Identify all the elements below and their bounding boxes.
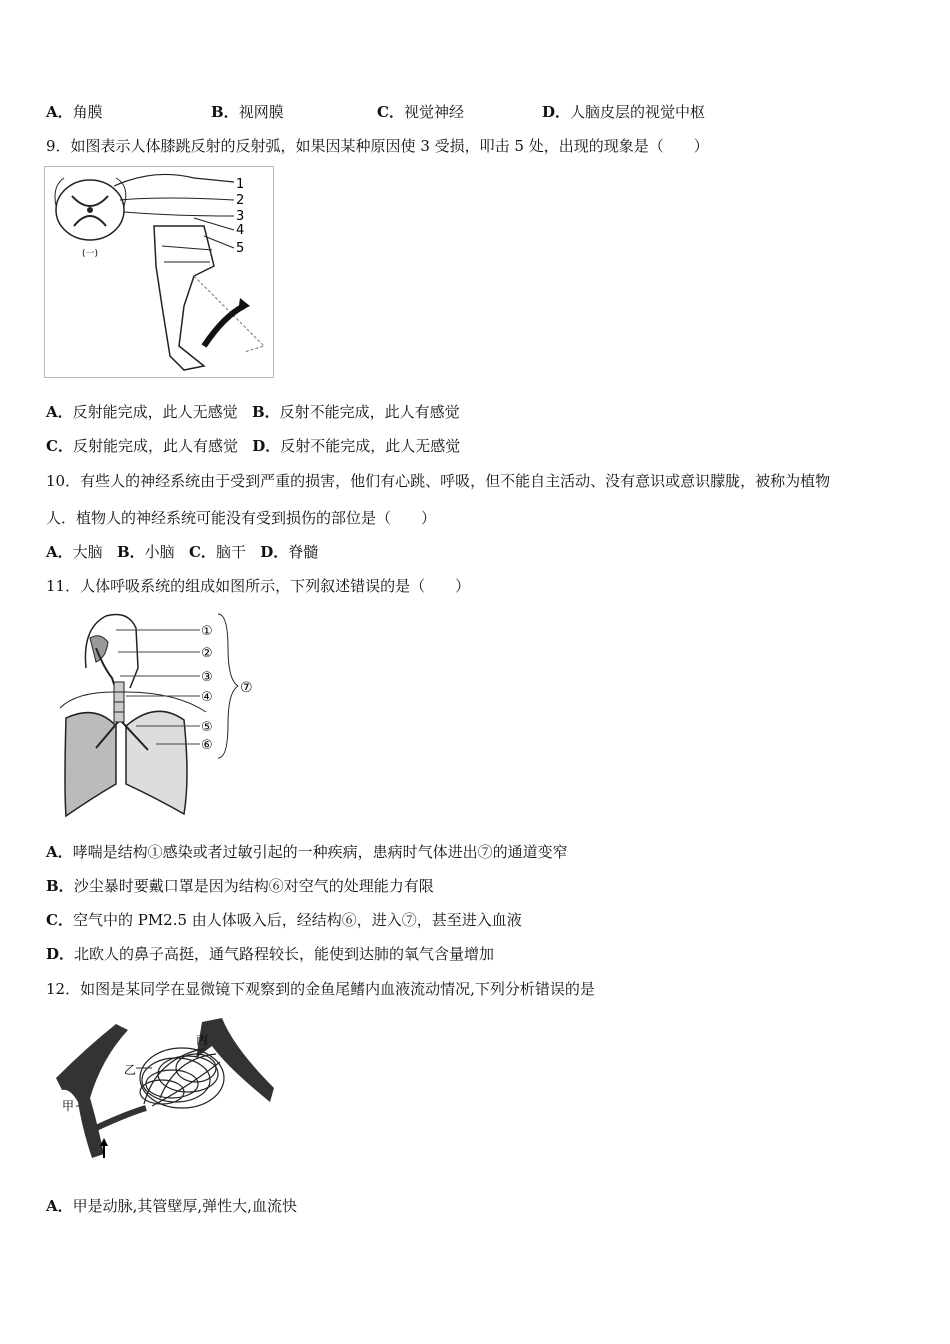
q11-label-1: ① (201, 624, 213, 639)
q11-option-d: D．北欧人的鼻子高挺，通气路程较长，能使到达肺的氧气含量增加 (46, 945, 495, 963)
q11-label-6: ⑥ (201, 738, 213, 753)
nerve-line-2 (120, 198, 234, 200)
q11-label-4: ④ (201, 690, 213, 705)
q11-option-a: A．哮喘是结构①感染或者过敏引起的一种疾病，患病时气体进出⑦的通道变窄 (46, 843, 568, 861)
left-lung (65, 713, 116, 816)
pharynx (96, 648, 116, 690)
q9-options-ab: A．反射能完成，此人无感觉 B．反射不能完成，此人有感觉 (46, 403, 460, 421)
vessel-jia (56, 1024, 128, 1158)
nerve-line-3 (124, 212, 234, 216)
right-lung (126, 711, 187, 814)
shoulder-line (60, 692, 206, 712)
q11-figure-svg (56, 608, 268, 822)
q9-label-3: 3 (236, 209, 245, 224)
q9-label-2: 2 (236, 193, 245, 208)
q12-label-yi: 乙 (124, 1063, 137, 1077)
q10-stem-line1: 10．有些人的神经系统由于受到严重的损害，他们有心跳、呼吸，但不能自主活动、没有意识或意识朦胧，被称为植物 (46, 472, 831, 490)
central-canal (87, 207, 93, 213)
q9-figure-svg (44, 166, 274, 378)
q10-options: A．大脑 B．小脑 C．脑干 D．脊髓 (46, 543, 319, 561)
q8-option-a: A．角膜 (46, 103, 103, 121)
q9-reflex-arc-figure (44, 166, 274, 378)
q9-label-5: 5 (236, 241, 245, 256)
q9-figure-caption: (一) (82, 249, 99, 259)
q8-option-c: C．视觉神经 (377, 103, 464, 121)
q10-stem-line2: 人．植物人的神经系统可能没有受到损伤的部位是（ ） (46, 509, 437, 527)
q8-option-b: B．视网膜 (211, 103, 284, 121)
q11-label-5: ⑤ (201, 720, 213, 735)
nasal-cavity (90, 636, 108, 662)
spinal-edges (55, 178, 126, 206)
q9-label-4: 4 (236, 223, 245, 238)
q12-label-jia: 甲 (62, 1099, 75, 1113)
q12-stem: 12．如图是某同学在显微镜下观察到的金鱼尾鳍内血液流动情况,下列分析错误的是 (46, 980, 595, 998)
vessel-branch (96, 1108, 146, 1128)
q12-label-bing: 丙 (196, 1033, 209, 1047)
q12-figure-svg (56, 1018, 276, 1162)
q9-options-cd: C．反射能完成，此人有感觉 D．反射不能完成，此人无感觉 (46, 437, 461, 455)
q11-label-7: ⑦ (240, 680, 253, 696)
q8-option-d: D．人脑皮层的视觉中枢 (542, 103, 706, 121)
q11-stem: 11．人体呼吸系统的组成如图所示，下列叙述错误的是（ ） (46, 577, 471, 595)
nerve-line-1 (114, 174, 234, 186)
nerve-line-4 (194, 218, 234, 230)
q11-respiratory-figure (56, 608, 268, 822)
q11-option-b: B．沙尘暴时要戴口罩是因为结构⑥对空气的处理能力有限 (46, 877, 434, 895)
q12-option-a: A．甲是动脉,其管壁厚,弹性大,血流快 (46, 1197, 297, 1215)
q12-blood-flow-figure (56, 1018, 276, 1162)
brace (218, 614, 238, 758)
capillary-network (140, 1048, 224, 1108)
q11-label-3: ③ (201, 670, 213, 685)
kick-arrow-head (238, 298, 250, 312)
q9-label-1: 1 (236, 177, 245, 192)
q11-label-2: ② (201, 646, 213, 661)
q9-stem: 9．如图表示人体膝跳反射的反射弧，如果因某种原因使 3 受损，叩击 5 处，出现的现象是（ ） (46, 137, 709, 155)
knee-lines (162, 246, 212, 262)
q11-option-c: C．空气中的 PM2.5 由人体吸入后，经结构⑥，进入⑦，甚至进入血液 (46, 911, 522, 929)
